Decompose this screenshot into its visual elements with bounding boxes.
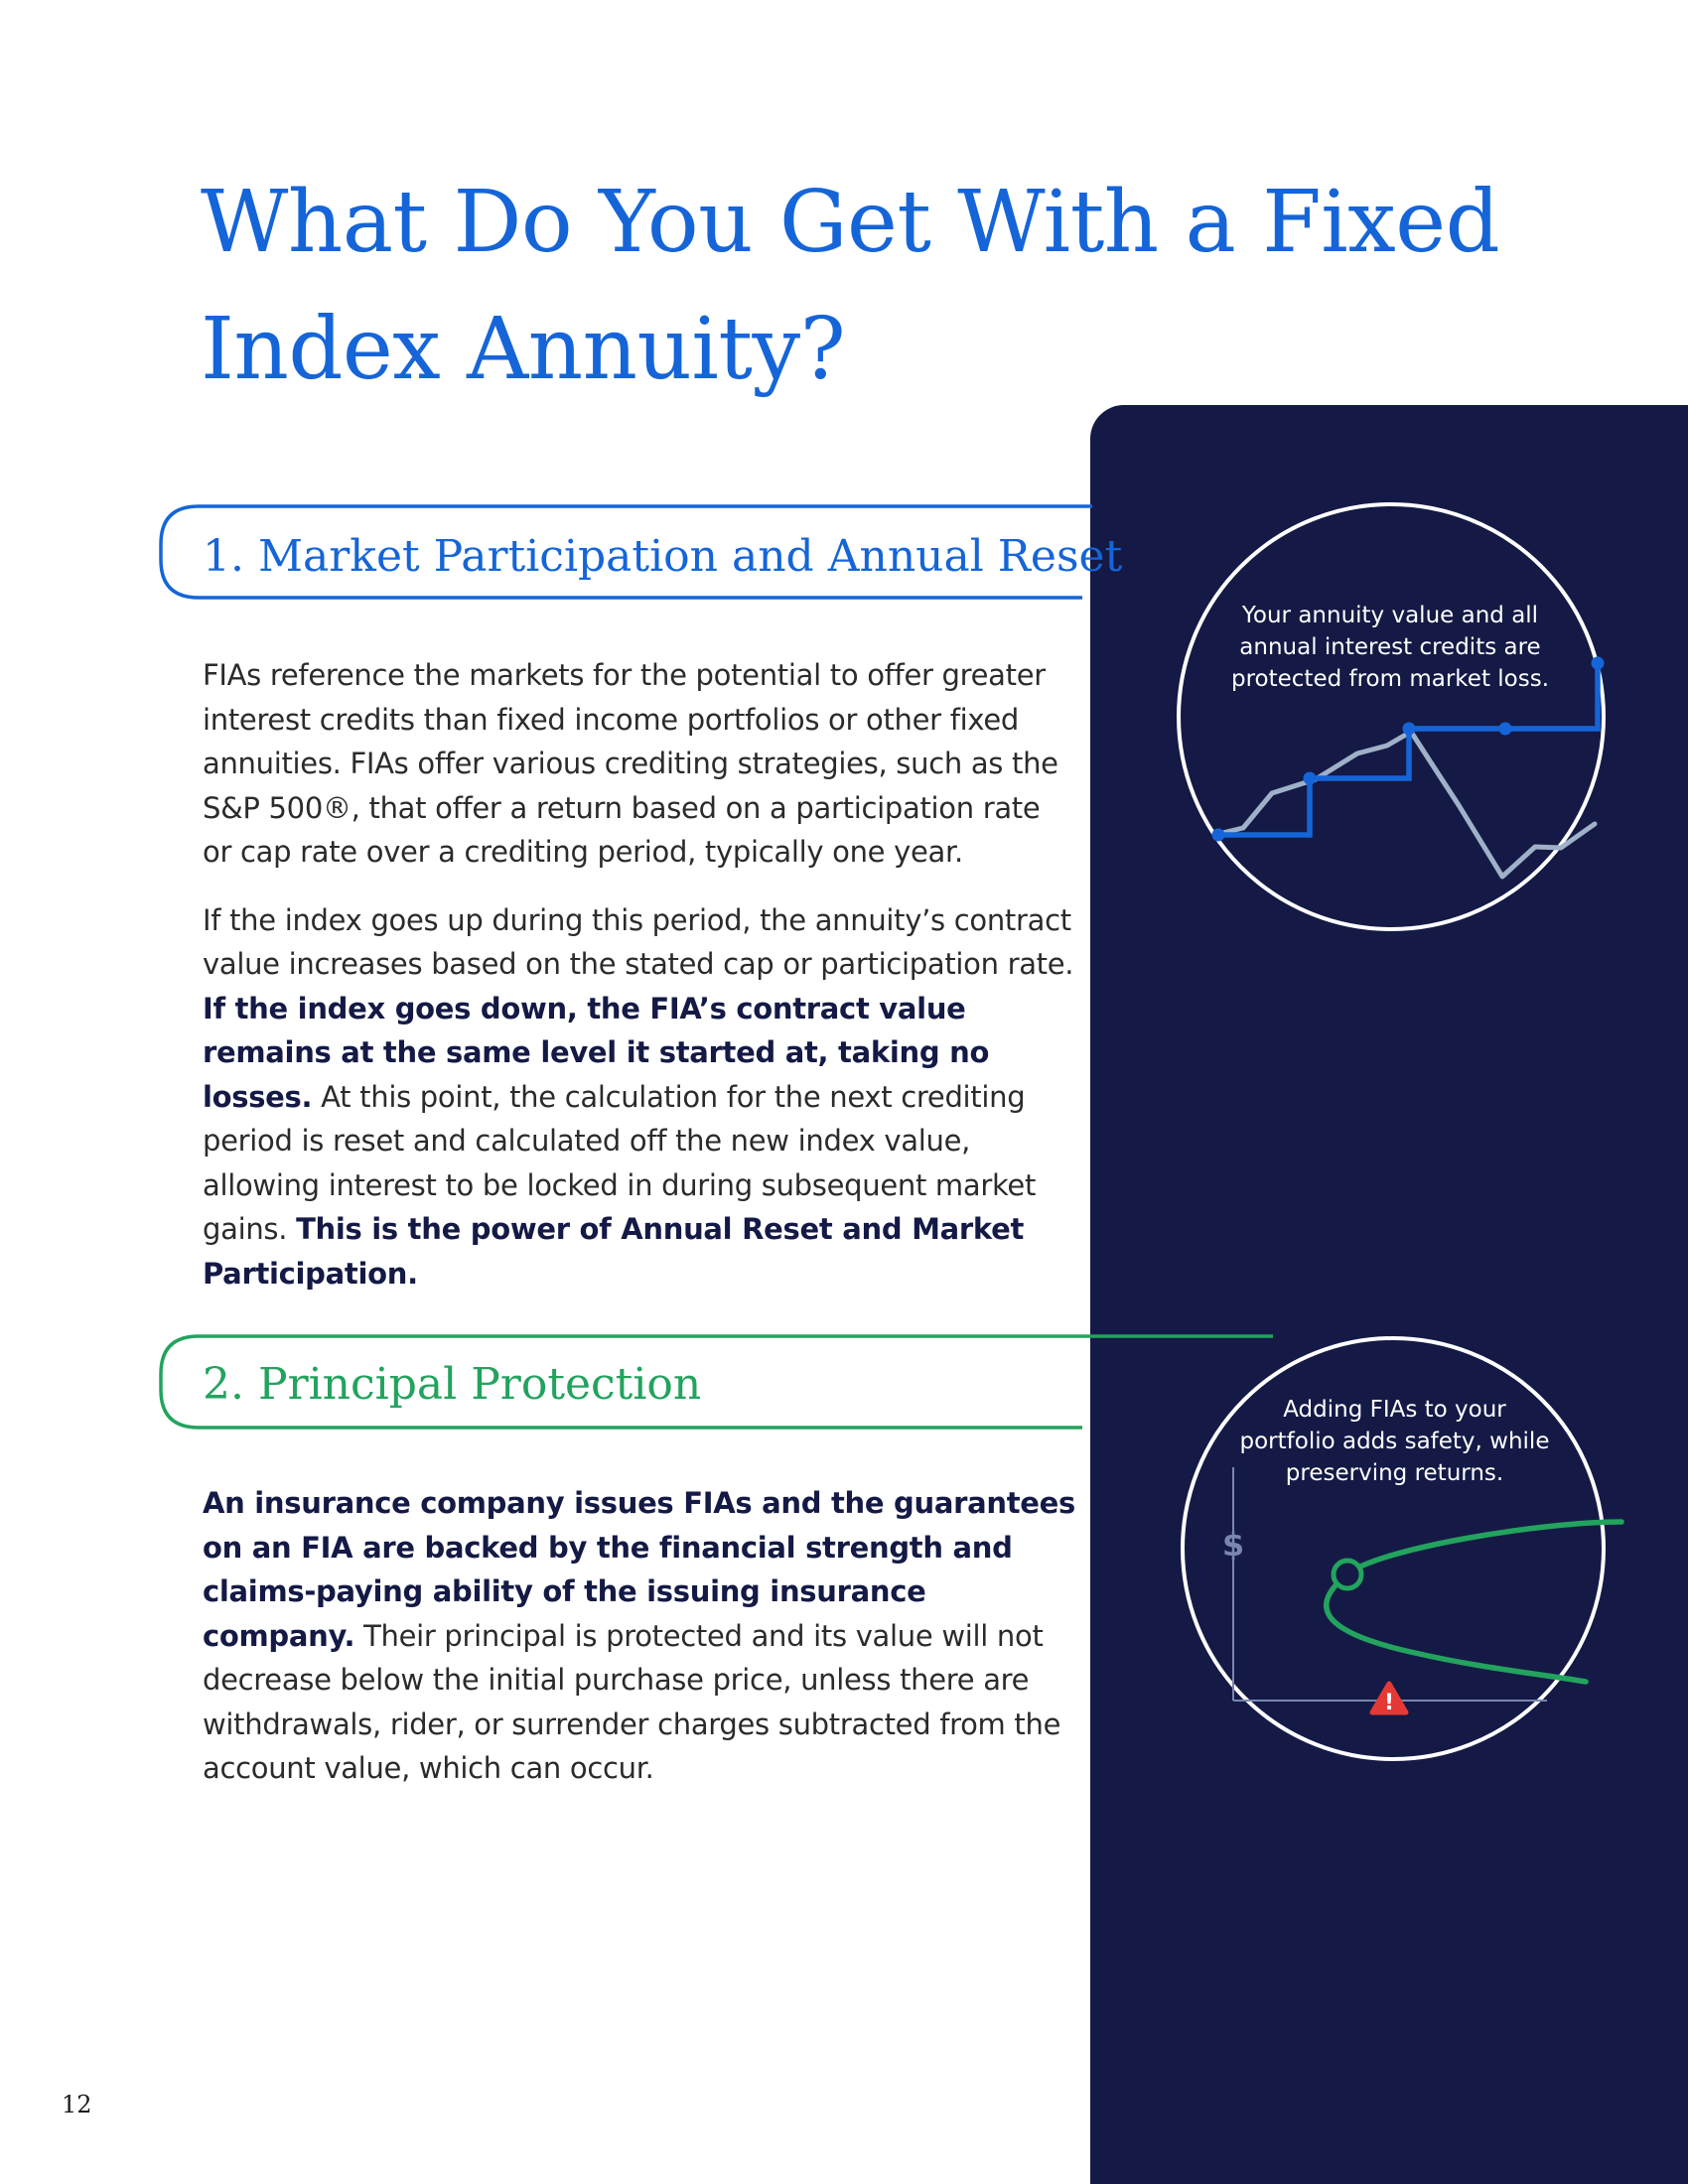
returns-curve: [1327, 1522, 1621, 1682]
section1-paragraph-2-text-a: If the index goes up during this period, the annuity’s contract value increases based on the stated cap or participation rate.: [203, 902, 1074, 981]
dollar-axis-icon: $: [1221, 1526, 1245, 1564]
section2-paragraph-highlight: An insurance company issues FIAs and the guarantees on an FIA are backed by the financial strength and claims-paying ability of the issuing insurance company.: [203, 1486, 1075, 1653]
credit-point: [1304, 772, 1317, 785]
illustration-1-circle: [1179, 504, 1604, 929]
section1-paragraph-2-highlight-a: If the index goes down, the FIA’s contract value remains at the same level it started at, taking no losses.: [203, 991, 990, 1114]
section1-paragraph-1: FIAs reference the markets for the potential to offer greater interest credits than fixed income portfolios or other fixed annuities. FIAs offer various crediting strategies, such as the S&P 500®, that offer a return based on a participation rate or cap rate over a crediting period, typically one year.: [203, 658, 1058, 869]
page-number: 12: [62, 2091, 92, 2118]
warning-symbol: !: [1383, 1691, 1395, 1715]
illustration-2-caption: Adding FIAs to your portfolio adds safety, while preserving returns.: [1239, 1397, 1550, 1486]
page-title: What Do You Get With a Fixed Index Annuity?: [201, 173, 1500, 399]
illustration-principal-protection: [1152, 1320, 1648, 1767]
credit-point: [1403, 723, 1416, 736]
section2-body: [203, 1481, 1076, 1791]
credit-point: [1212, 829, 1225, 842]
portfolio-marker: [1334, 1561, 1361, 1588]
section1-body: [203, 653, 1076, 1296]
credit-point: [1592, 657, 1605, 670]
section1-paragraph-2: [203, 898, 1076, 1297]
illustration-annual-reset: [1152, 496, 1628, 953]
credit-point: [1499, 723, 1512, 736]
section2-paragraph: [203, 1481, 1076, 1791]
section1-paragraph-2-highlight-b: This is the power of Annual Reset and Market Participation.: [203, 1212, 1025, 1291]
illustration-1-caption: Your annuity value and all annual interest credits are protected from market loss.: [1230, 603, 1550, 692]
section1-heading: 1. Market Participation and Annual Reset: [203, 531, 1123, 582]
section2-paragraph-text: Their principal is protected and its value will not decrease below the initial purchase price, unless there are withdrawals, rider, or surrender charges subtracted from the account value, which can occur.: [203, 1618, 1061, 1785]
warning-icon: [1372, 1684, 1406, 1715]
index-line: [1214, 732, 1595, 877]
section1-paragraph-2-text-b: At this point, the calculation for the next crediting period is reset and calculated off the new index value, allowing interest to be locked in during subsequent market gains.: [203, 1079, 1037, 1246]
section2-heading: 2. Principal Protection: [203, 1359, 702, 1410]
